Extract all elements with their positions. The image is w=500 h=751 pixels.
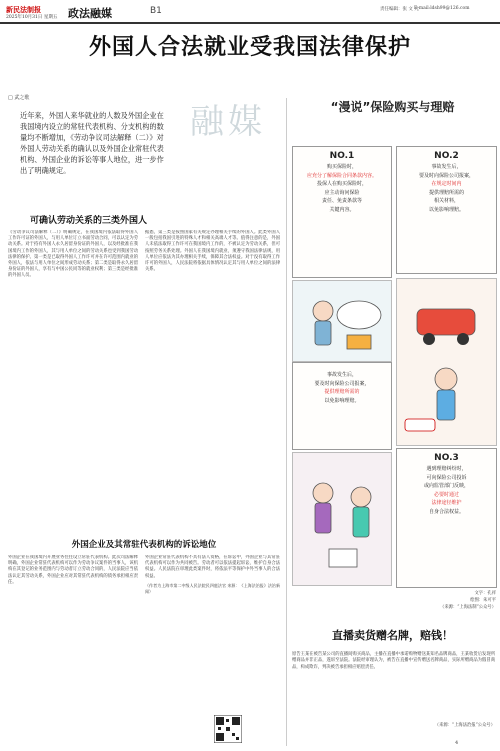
cartoon-illustration-claim [292,452,392,586]
comic-credit: 文字：孔祥 绘图：朱可平 （来源：“上海法制”公众号） [440,591,496,610]
panel-text: 事故发生后， 要及时向保险公司报案， 在规定时间内 提供理赔所需的 相关材料， 以免影响理赔。 [418,164,474,213]
panel-text: 购买保险时， 应充分了解保险合同条款内容。 投保人在购买保险时， 应主动询问保险 责任、免责条款等 关键内容。 [306,164,377,213]
body-column-4 [145,555,280,745]
newspaper-logo: 新民法制报 [6,5,41,14]
column-divider [286,98,287,746]
background-watermark-characters: 融媒 [190,102,266,142]
article-headline: 外国人合法就业受我国法律保护 [88,35,411,60]
sidebar-headline: 直播卖货赠名牌，赔钱！ [332,629,453,642]
panel-number: NO.1 [329,151,355,161]
panel-text: 遇到理赔纠纷时， 可向保险公司投诉 或向监管部门反映， 必要时通过 法律途径维护 自身合法权益。 [423,466,469,515]
cartoon-illustration-accident [396,278,497,446]
comic-panel-no3 [396,448,497,588]
body-column-1: 《劳动争议司法解释（二）》明确规定，在我国境内依法取得外国人工作许可证的外国人，与用人单位订立书面劳动合同，可以认定为劳动关系。对于持有外国人永久居留身份证的外国人，以及经批准在我国境内工作的外国人，其与用人单位之间的劳动关系也受到我国劳动法律的保护。第一类是已取得外国人工作许可并在许可范围内就业的外国人，依法与用人单位之间形成劳动关系；第二类是取得永久居留身份证的外国人，享有与中国公民同等的就业权利；第三类是经批准的外国人员。 [8,230,138,279]
editor-email: E-mail:ldsh99@126.com [414,6,470,11]
article-lead: 近年来，外国人来华就业的人数及外国企业在我国境内设立的常驻代表机构、分支机构的数量均不断增加，《劳动争议司法解释（二）》对外国人劳动关系的确认以及外国企业常驻代表机构、外国企业的诉讼等事人地位，进一步作出了明确规定。 [20,111,164,175]
subheading-three-types: 可确认劳动关系的三类外国人 [30,216,148,226]
cartoon-illustration-shopping [292,280,392,362]
panel-number: NO.3 [434,453,459,463]
comic-panel-no2 [396,146,497,274]
article-author: □ 武之歌 [8,95,30,101]
editor-credit: 责任编辑：张 文 元 [380,7,419,12]
sidebar-body: 原告王某在被告某公司的直播间购买商品，主播在直播中承诺购物赠送某知名品牌商品，王某收货后发现所赠商品并非正品，遂诉至法院。法院经审理认为，被告在直播中宣传赠送名牌商品，实际所赠商品为假冒商品，构成欺诈，判决被告承担相应赔偿责任。 [292,652,495,670]
sidebar-source: （来源：“上海法治报”公众号） [434,723,495,728]
panel-text: 事故发生后， 要及时向保险公司报案， 提供理赔所需的 以免影响理赔。 [314,372,370,404]
page-number: B1 [150,6,162,16]
body-column-4-text: 外国企业常驻代表机构不具有法人资格，在诉讼中，外国企业与其常驻代表机构可以作为共同被告。劳动者可以依法提起诉讼，维护自身合法权益。人民法院在审理此类案件时，将依法平等保护中外当事人的合法权益。 [145,555,280,579]
footer-page-number: 4 [455,740,459,746]
header-rule [0,22,500,24]
section-name: 政法融媒 [68,7,112,20]
body-column-3: 外国企业在我国境内开展业务往往设立常驻代表机构。此次司法解释明确，外国企业常驻代表机构可以作为劳动争议案件的当事人，该机构在其登记的业务范围内与劳动者订立劳动合同的，人民法院应当依法认定其劳动关系，外国企业应对其常驻代表机构的债务承担相应责任。 [8,555,138,585]
panel-number: NO.2 [434,151,459,161]
issue-date: 2025年10月31日 星期五 [6,15,58,20]
article-byline: （作者为上海市第二中级人民法院民四庭法官 来源：《上海法治报》法治新闻） [145,582,280,595]
comic-panel-no1 [292,146,392,278]
comic-title: “漫说”保险购买与理赔 [330,100,455,114]
comic-panel-text-middle [292,362,392,450]
qr-code-icon [214,715,242,743]
subheading-litigation-status: 外国企业及其常驻代表机构的诉讼地位 [71,540,217,550]
body-column-2: 据悉，第三类是按照国家有关规定办理相关手续的外国人。此类外国人一般包括我国引进的特殊人才和相关高端人才等。值得注意的是，外国人未依法取得工作许可在我国境内工作的，不被认定为劳动关系，但可按照劳务关系处理。外国人在我国境内就业，须遵守我国法律法规，用人单位应依法为其办理相关手续，保障其合法权益。对于没有取得工作许可的外国人，人民法院将依据具体情况认定其与用人单位之间的法律关系。 [145,230,280,273]
